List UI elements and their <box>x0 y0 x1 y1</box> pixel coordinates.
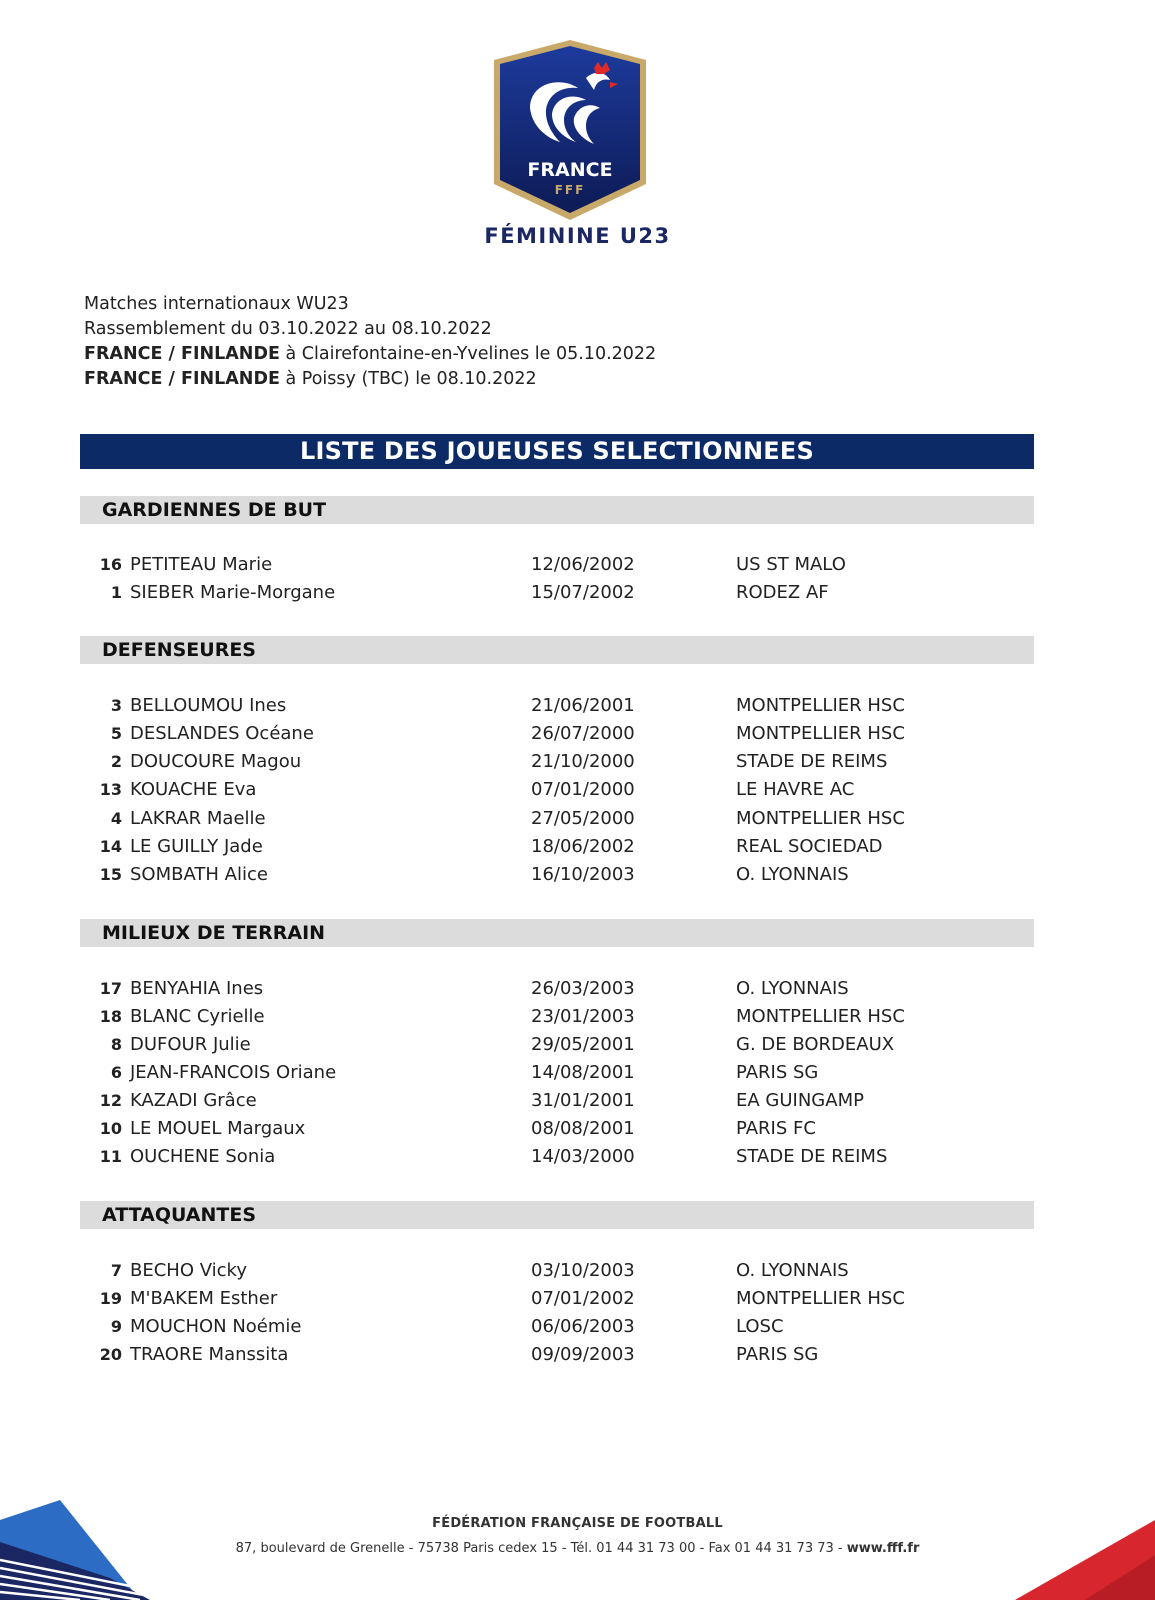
player-row <box>0 749 1155 775</box>
player-name: DESLANDES Océane <box>130 723 314 744</box>
jersey-number: 14 <box>99 837 122 856</box>
club-name: G. DE BORDEAUX <box>736 1034 895 1055</box>
birth-date: 23/01/2003 <box>531 1006 635 1027</box>
player-row <box>0 1032 1155 1058</box>
event-dates: Rassemblement du 03.10.2022 au 08.10.2022 <box>84 319 492 339</box>
svg-text:FFF: FFF <box>554 183 586 197</box>
event-type: Matches internationaux WU23 <box>84 294 349 314</box>
player-row <box>0 1286 1155 1312</box>
birth-date: 15/07/2002 <box>531 582 635 603</box>
club-name: STADE DE REIMS <box>736 751 888 772</box>
player-name: MOUCHON Noémie <box>130 1316 302 1337</box>
club-name: RODEZ AF <box>736 582 829 603</box>
club-name: O. LYONNAIS <box>736 864 849 885</box>
birth-date: 08/08/2001 <box>531 1118 635 1139</box>
club-name: LOSC <box>736 1316 784 1337</box>
jersey-number: 20 <box>99 1345 122 1364</box>
svg-text:FRANCE: FRANCE <box>527 159 613 181</box>
player-row <box>0 1088 1155 1114</box>
birth-date: 31/01/2001 <box>531 1090 635 1111</box>
match-2: FRANCE / FINLANDE à Poissy (TBC) le 08.10.2022 <box>84 369 537 389</box>
section-forwards: ATTAQUANTES <box>80 1201 1034 1229</box>
club-name: PARIS SG <box>736 1344 819 1365</box>
player-name: BELLOUMOU Ines <box>130 695 287 716</box>
player-name: OUCHENE Sonia <box>130 1146 276 1167</box>
club-name: MONTPELLIER HSC <box>736 1006 905 1027</box>
event-info <box>84 292 656 392</box>
jersey-number: 17 <box>99 979 122 998</box>
jersey-number: 8 <box>110 1035 122 1054</box>
player-row <box>0 580 1155 606</box>
birth-date: 16/10/2003 <box>531 864 635 885</box>
section-goalkeepers: GARDIENNES DE BUT <box>80 496 1034 524</box>
player-name: JEAN-FRANCOIS Oriane <box>130 1062 337 1083</box>
player-row <box>0 806 1155 832</box>
jersey-number: 19 <box>99 1289 122 1308</box>
player-row <box>0 1144 1155 1170</box>
player-name: LAKRAR Maelle <box>130 808 266 829</box>
player-row <box>0 834 1155 860</box>
player-name: DOUCOURE Magou <box>130 751 302 772</box>
player-name: BECHO Vicky <box>130 1260 247 1281</box>
jersey-number: 13 <box>99 780 122 799</box>
player-name: KAZADI Grâce <box>130 1090 257 1111</box>
website-link[interactable]: www.fff.fr <box>846 1541 920 1556</box>
birth-date: 18/06/2002 <box>531 836 635 857</box>
footer-federation-name: FÉDÉRATION FRANÇAISE DE FOOTBALL <box>432 1516 723 1531</box>
player-row <box>0 1258 1155 1284</box>
club-name: PARIS SG <box>736 1062 819 1083</box>
birth-date: 26/03/2003 <box>531 978 635 999</box>
player-name: BENYAHIA Ines <box>130 978 264 999</box>
jersey-number: 18 <box>99 1007 122 1026</box>
player-name: SOMBATH Alice <box>130 864 268 885</box>
jersey-number: 12 <box>99 1091 122 1110</box>
jersey-number: 4 <box>110 809 122 828</box>
section-midfielders: MILIEUX DE TERRAIN <box>80 919 1034 947</box>
player-row <box>0 1116 1155 1142</box>
club-name: PARIS FC <box>736 1118 816 1139</box>
birth-date: 07/01/2000 <box>531 779 635 800</box>
birth-date: 14/03/2000 <box>531 1146 635 1167</box>
club-name: MONTPELLIER HSC <box>736 808 905 829</box>
birth-date: 03/10/2003 <box>531 1260 635 1281</box>
club-name: O. LYONNAIS <box>736 1260 849 1281</box>
birth-date: 21/10/2000 <box>531 751 635 772</box>
jersey-number: 16 <box>99 555 122 574</box>
player-row <box>0 1060 1155 1086</box>
birth-date: 06/06/2003 <box>531 1316 635 1337</box>
player-row <box>0 1314 1155 1340</box>
player-row <box>0 693 1155 719</box>
birth-date: 09/09/2003 <box>531 1344 635 1365</box>
player-row <box>0 862 1155 888</box>
player-row <box>0 552 1155 578</box>
club-name: O. LYONNAIS <box>736 978 849 999</box>
jersey-number: 7 <box>110 1261 122 1280</box>
club-name: LE HAVRE AC <box>736 779 855 800</box>
player-name: M'BAKEM Esther <box>130 1288 278 1309</box>
player-row <box>0 721 1155 747</box>
club-name: US ST MALO <box>736 554 846 575</box>
jersey-number: 9 <box>110 1317 122 1336</box>
birth-date: 27/05/2000 <box>531 808 635 829</box>
match-1: FRANCE / FINLANDE à Clairefontaine-en-Yvelines le 05.10.2022 <box>84 344 657 364</box>
player-row <box>0 1342 1155 1368</box>
jersey-number: 3 <box>110 696 122 715</box>
club-name: MONTPELLIER HSC <box>736 695 905 716</box>
player-name: LE MOUEL Margaux <box>130 1118 306 1139</box>
birth-date: 07/01/2002 <box>531 1288 635 1309</box>
list-title-banner: LISTE DES JOUEUSES SELECTIONNEES <box>80 434 1034 469</box>
club-name: MONTPELLIER HSC <box>736 1288 905 1309</box>
section-defenders: DEFENSEURES <box>80 636 1034 664</box>
club-name: STADE DE REIMS <box>736 1146 888 1167</box>
club-name: MONTPELLIER HSC <box>736 723 905 744</box>
jersey-number: 6 <box>110 1063 122 1082</box>
player-name: LE GUILLY Jade <box>130 836 263 857</box>
jersey-number: 5 <box>110 724 122 743</box>
birth-date: 12/06/2002 <box>531 554 635 575</box>
player-name: PETITEAU Marie <box>130 554 273 575</box>
player-row <box>0 777 1155 803</box>
player-name: KOUACHE Eva <box>130 779 257 800</box>
birth-date: 14/08/2001 <box>531 1062 635 1083</box>
footer-address: 87, boulevard de Grenelle - 75738 Paris cedex 15 - Tél. 01 44 31 73 00 - Fax 01 44 31 73 73 - www.fff.fr <box>235 1541 920 1556</box>
jersey-number: 11 <box>99 1147 122 1166</box>
club-name: REAL SOCIEDAD <box>736 836 883 857</box>
team-title: FÉMININE U23 <box>484 224 671 248</box>
jersey-number: 1 <box>110 583 122 602</box>
birth-date: 29/05/2001 <box>531 1034 635 1055</box>
jersey-number: 15 <box>99 865 122 884</box>
fff-crest-logo <box>490 38 650 222</box>
rooster-crest-icon <box>490 38 650 222</box>
player-row <box>0 1004 1155 1030</box>
jersey-number: 10 <box>99 1119 122 1138</box>
player-row <box>0 976 1155 1002</box>
player-name: TRAORE Manssita <box>130 1344 289 1365</box>
birth-date: 21/06/2001 <box>531 695 635 716</box>
birth-date: 26/07/2000 <box>531 723 635 744</box>
player-name: SIEBER Marie-Morgane <box>130 582 336 603</box>
player-name: BLANC Cyrielle <box>130 1006 265 1027</box>
club-name: EA GUINGAMP <box>736 1090 864 1111</box>
jersey-number: 2 <box>110 752 122 771</box>
player-name: DUFOUR Julie <box>130 1034 251 1055</box>
